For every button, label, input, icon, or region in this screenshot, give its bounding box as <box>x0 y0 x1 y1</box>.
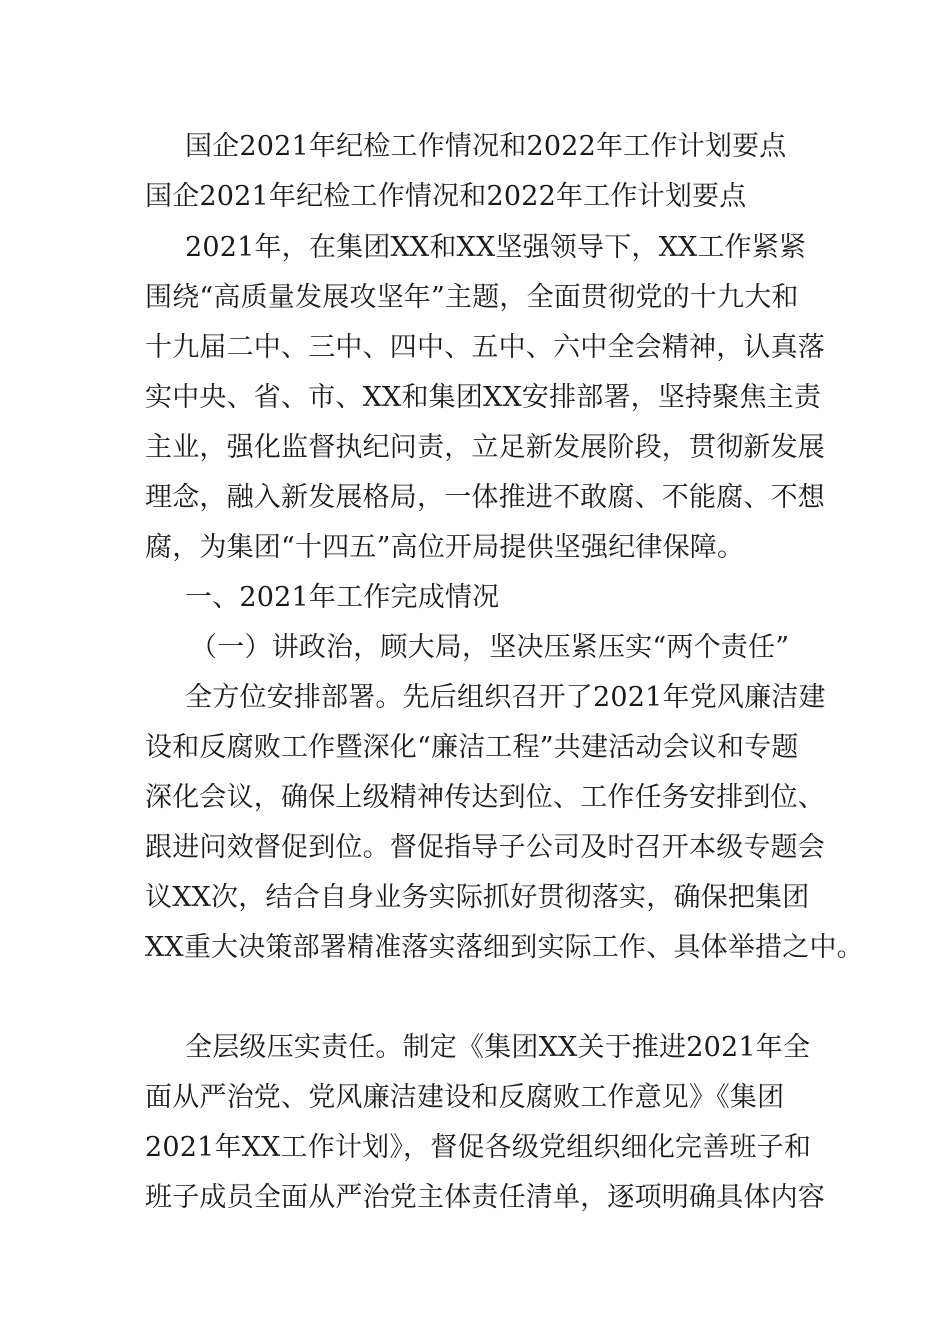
paragraph-line: 2021年XX工作计划》，督促各级党组织细化完善班子和 <box>145 1132 812 1163</box>
section-heading: 一、2021年工作完成情况 <box>185 582 500 613</box>
paragraph-line: 全层级压实责任。制定《集团XX关于推进2021年全 <box>185 1032 811 1063</box>
paragraph-line: XX重大决策部署精准落实落细到实际工作、具体举措之中。 <box>145 932 864 963</box>
paragraph-line: 面从严治党、党风廉洁建设和反腐败工作意见》《集团 <box>145 1082 785 1113</box>
paragraph-line: 全方位安排部署。先后组织召开了2021年党风廉洁建 <box>185 682 826 713</box>
document-title: 国企2021年纪检工作情况和2022年工作计划要点 <box>185 131 787 162</box>
paragraph-line: 跟进问效督促到位。督促指导子公司及时召开本级专题会 <box>145 832 825 863</box>
paragraph-line: 腐，为集团“十四五”高位开局提供坚强纪律保障。 <box>145 532 745 563</box>
paragraph-line: 设和反腐败工作暨深化“廉洁工程”共建活动会议和专题 <box>145 732 799 763</box>
paragraph-line: 主业，强化监督执纪问责，立足新发展阶段，贯彻新发展 <box>145 432 825 463</box>
paragraph-line: 深化会议，确保上级精神传达到位、工作任务安排到位、 <box>145 782 825 813</box>
paragraph-line: 十九届二中、三中、四中、五中、六中全会精神，认真落 <box>145 332 825 363</box>
paragraph-line: 围绕“高质量发展攻坚年”主题，全面贯彻党的十九大和 <box>145 282 799 313</box>
paragraph-line: 议XX次，结合自身业务实际抓好贯彻落实，确保把集团 <box>145 882 810 913</box>
paragraph-line: 班子成员全面从严治党主体责任清单，逐项明确具体内容 <box>145 1182 825 1213</box>
document-title-repeat: 国企2021年纪检工作情况和2022年工作计划要点 <box>145 181 747 212</box>
paragraph-line: 2021年，在集团XX和XX坚强领导下，XX工作紧紧 <box>185 232 807 263</box>
subsection-heading: （一）讲政治，顾大局，坚决压紧压实“两个责任” <box>190 632 790 663</box>
paragraph-line: 实中央、省、市、XX和集团XX安排部署，坚持聚焦主责 <box>145 382 822 413</box>
paragraph-line: 理念，融入新发展格局，一体推进不敢腐、不能腐、不想 <box>145 482 825 513</box>
